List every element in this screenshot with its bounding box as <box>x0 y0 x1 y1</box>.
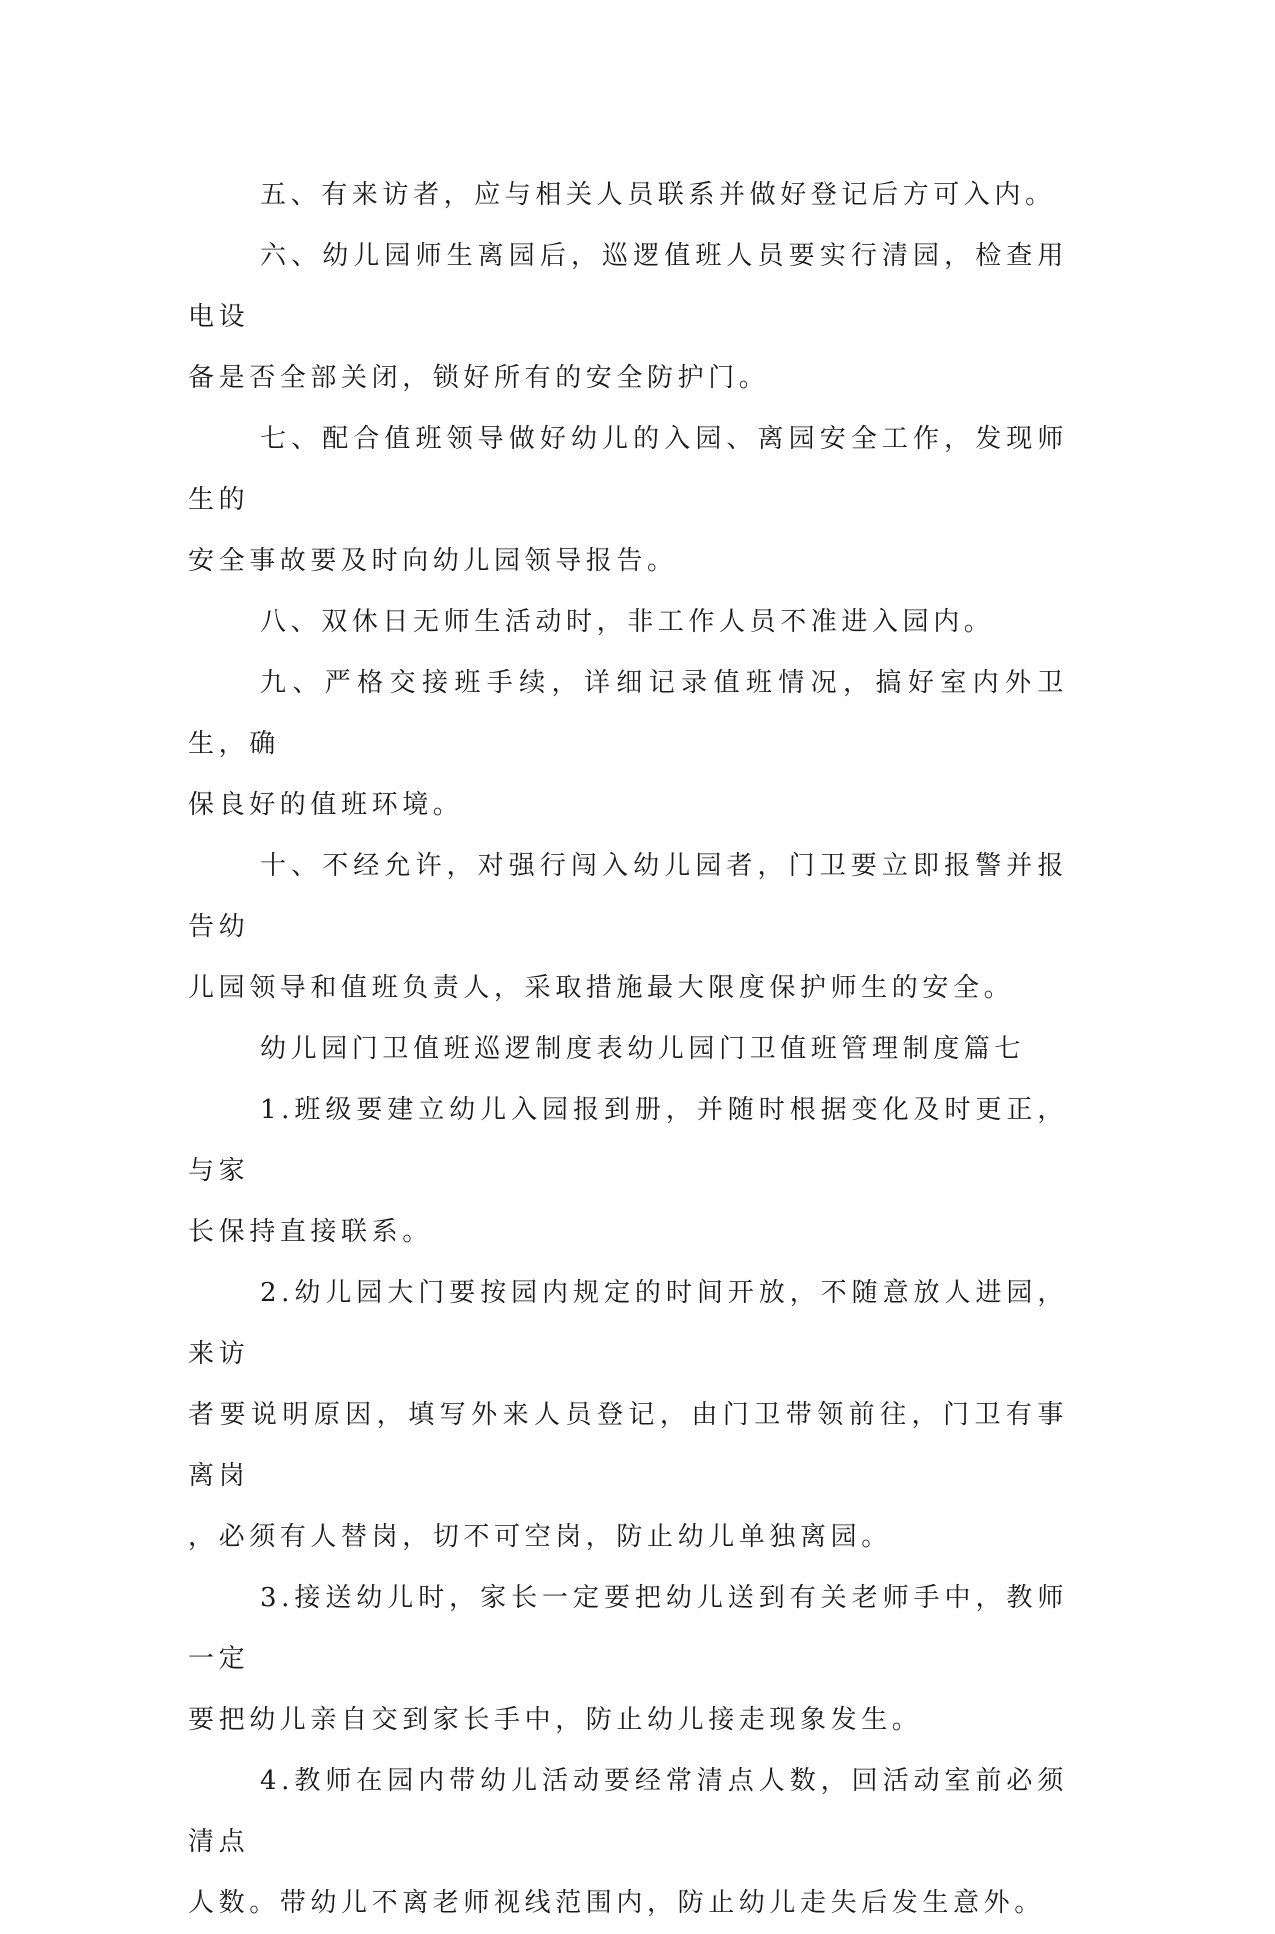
document-body <box>188 165 1068 1934</box>
text-line: ，必须有人替岗，切不可空岗，防止幼儿单独离园。 <box>188 1522 892 1552</box>
text-line: 者要说明原因，填写外来人员登记，由门卫带领前往，门卫有事离岗 <box>188 1400 1068 1491</box>
text-line: 1.班级要建立幼儿入园报到册，并随时根据变化及时更正，与家 <box>188 1095 1068 1186</box>
paragraph <box>188 409 1068 592</box>
paragraph <box>188 1080 1068 1263</box>
text-line: 幼儿园门卫值班巡逻制度表幼儿园门卫值班管理制度篇七 <box>260 1034 1026 1064</box>
paragraph <box>188 653 1068 836</box>
text-line: 安全事故要及时向幼儿园领导报告。 <box>188 546 678 576</box>
text-line: 九、严格交接班手续，详细记录值班情况，搞好室内外卫生，确 <box>188 668 1068 759</box>
paragraph <box>188 1568 1068 1751</box>
paragraph <box>188 165 1068 226</box>
text-line: 八、双休日无师生活动时，非工作人员不准进入园内。 <box>260 607 995 637</box>
text-line: 保良好的值班环境。 <box>188 790 464 820</box>
text-line: 要把幼儿亲自交到家长手中，防止幼儿接走现象发生。 <box>188 1705 923 1735</box>
text-line: 六、幼儿园师生离园后，巡逻值班人员要实行清园，检查用电设 <box>188 241 1068 332</box>
text-line: 3.接送幼儿时，家长一定要把幼儿送到有关老师手中，教师一定 <box>188 1583 1068 1674</box>
paragraph <box>188 226 1068 409</box>
text-line: 七、配合值班领导做好幼儿的入园、离园安全工作，发现师生的 <box>188 424 1068 515</box>
text-line: 五、有来访者，应与相关人员联系并做好登记后方可入内。 <box>260 180 1056 210</box>
paragraph <box>188 592 1068 653</box>
paragraph <box>188 1751 1068 1934</box>
text-line: 备是否全部关闭，锁好所有的安全防护门。 <box>188 363 770 393</box>
text-line: 长保持直接联系。 <box>188 1217 433 1247</box>
text-line: 儿园领导和值班负责人，采取措施最大限度保护师生的安全。 <box>188 973 1015 1003</box>
text-line: 十、不经允许，对强行闯入幼儿园者，门卫要立即报警并报告幼 <box>188 851 1068 942</box>
paragraph <box>188 1263 1068 1568</box>
paragraph <box>188 1019 1068 1080</box>
paragraph <box>188 836 1068 1019</box>
text-line: 人数。带幼儿不离老师视线范围内，防止幼儿走失后发生意外。 <box>188 1888 1045 1918</box>
text-line: 4.教师在园内带幼儿活动要经常清点人数，回活动室前必须清点 <box>188 1766 1068 1857</box>
text-line: 2.幼儿园大门要按园内规定的时间开放，不随意放人进园，来访 <box>188 1278 1068 1369</box>
